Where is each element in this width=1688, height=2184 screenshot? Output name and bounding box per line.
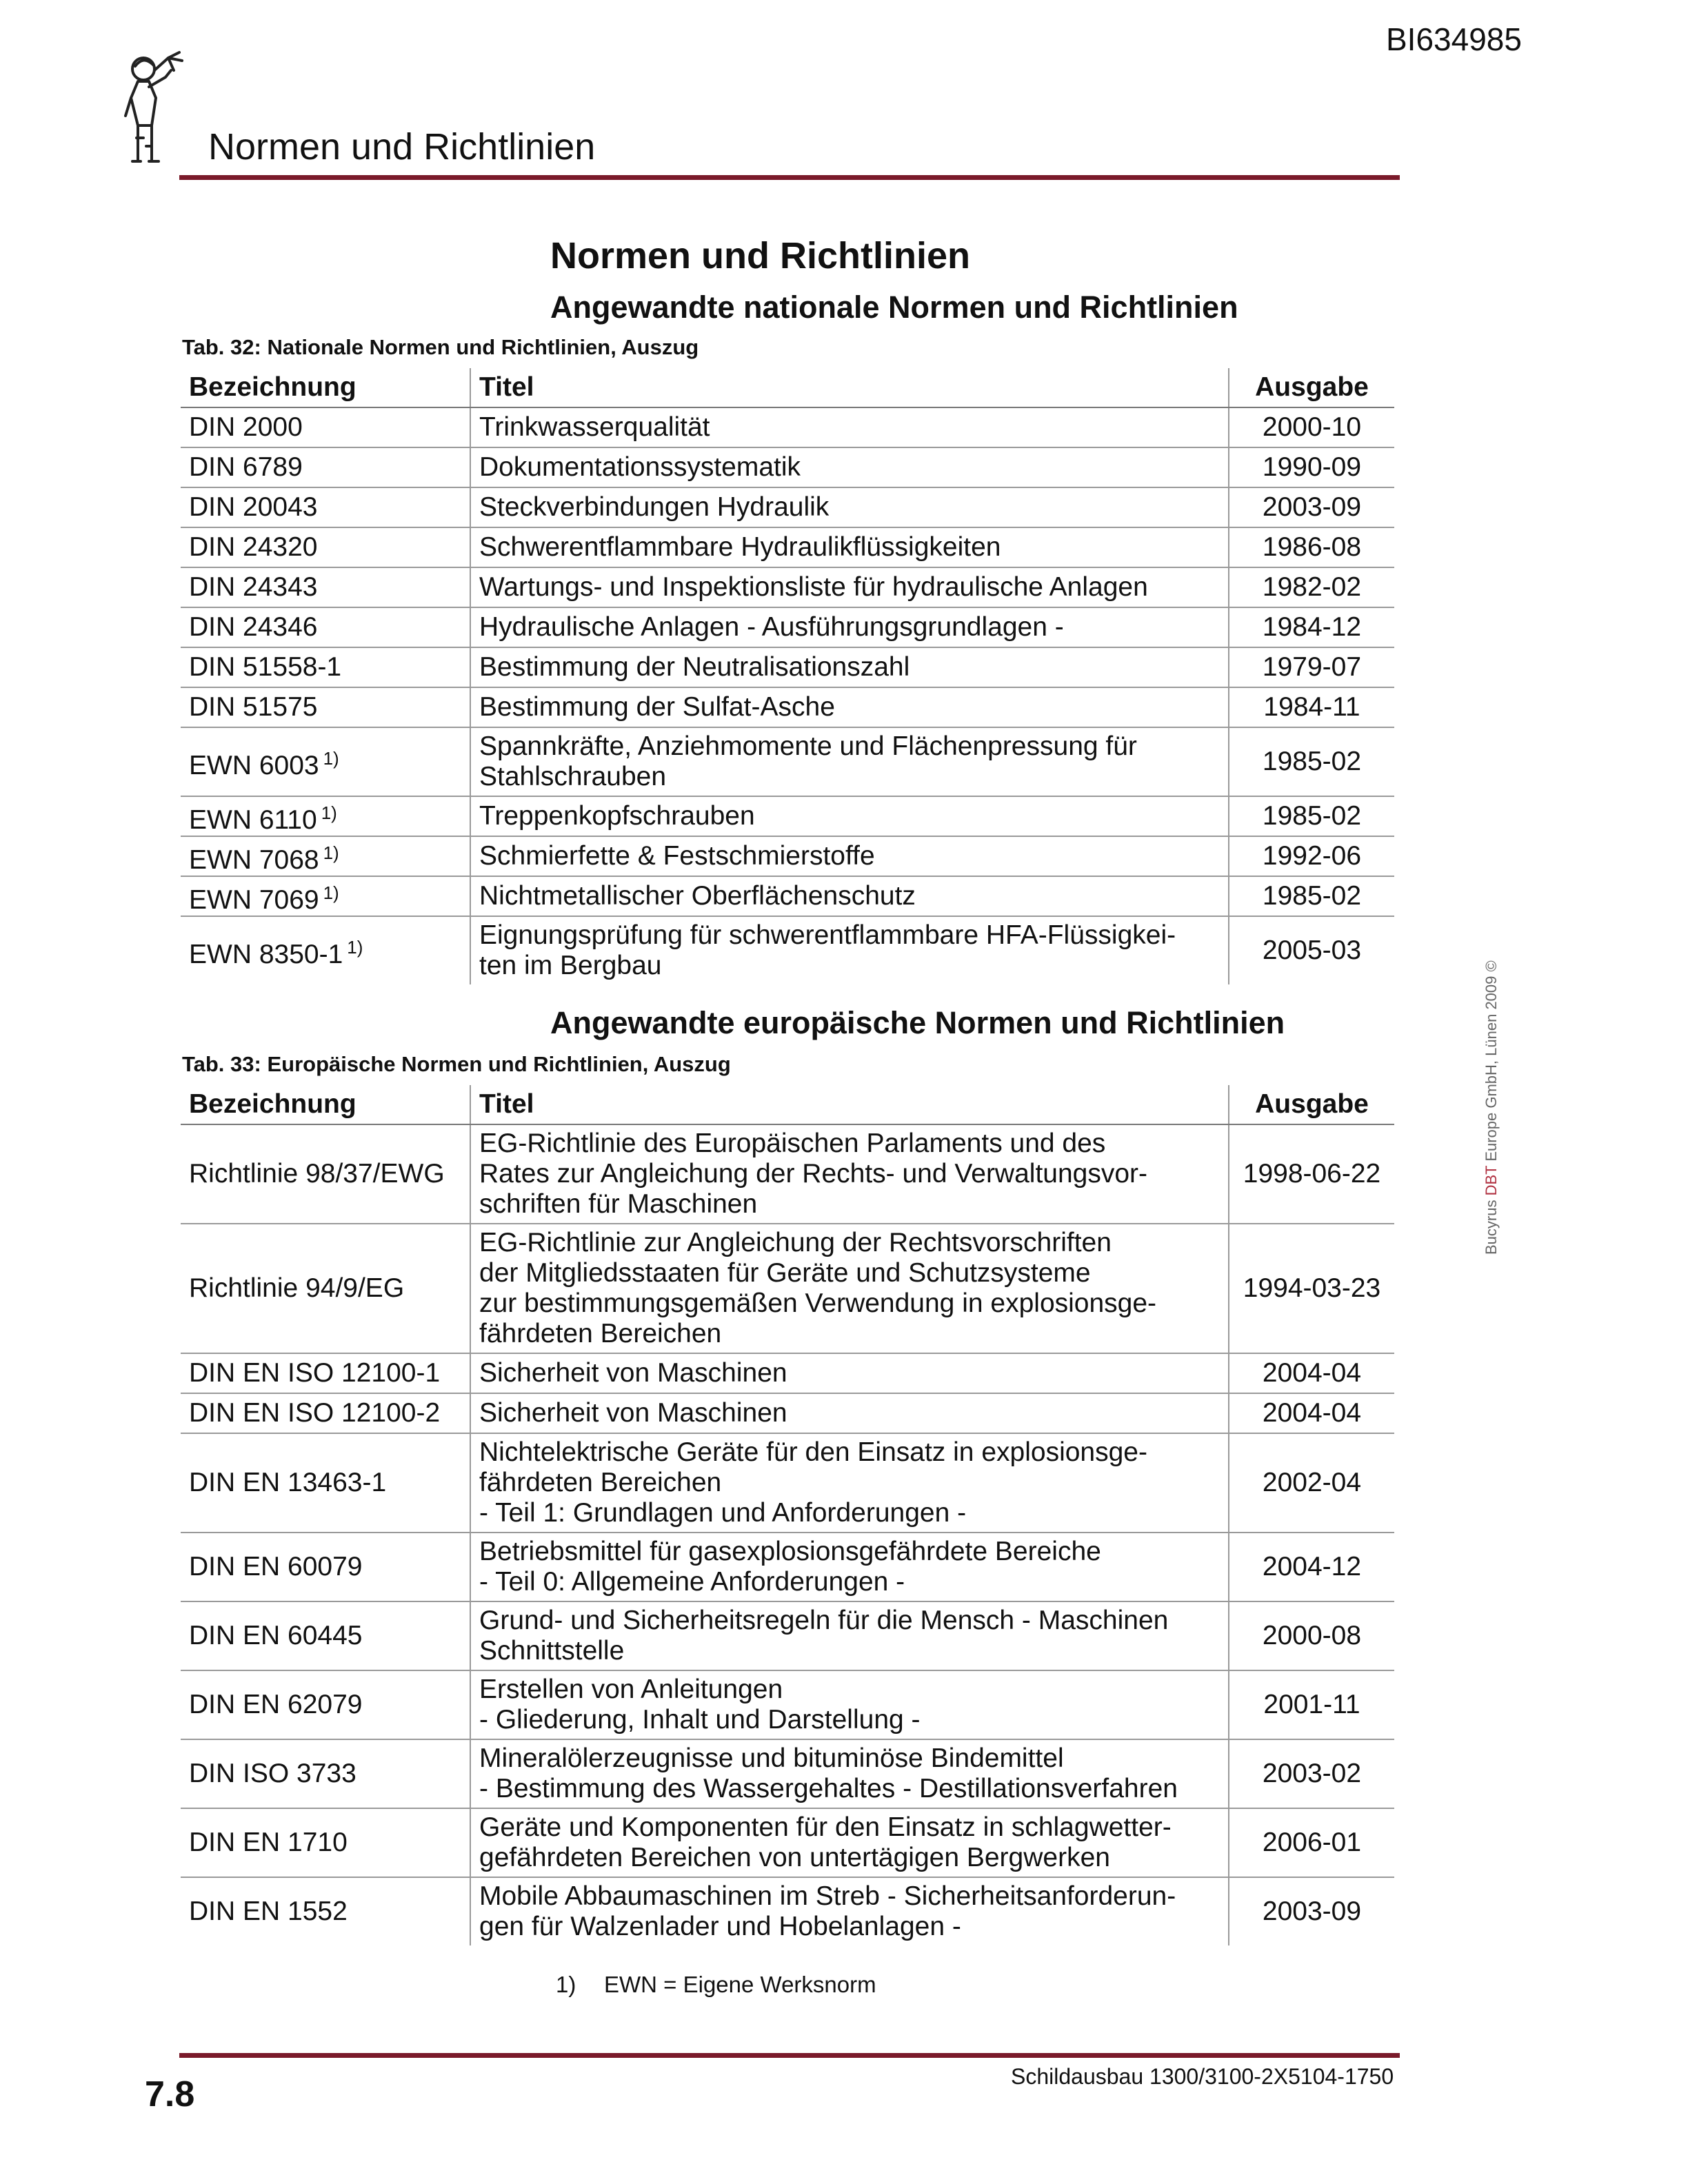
document-reference: Schildausbau 1300/3100-2X5104-1750: [1011, 2064, 1394, 2089]
title-line: Schmierfette & Festschmierstoffe: [479, 841, 875, 871]
footnote: [556, 1972, 876, 1998]
title-line: - Bestimmung des Wassergehaltes - Destillationsverfahren: [479, 1774, 1178, 1803]
title-line: Eignungsprüfung für schwerentflammbare HFA-Flüssigkei-: [479, 920, 1176, 950]
cell-titel: [470, 447, 1229, 487]
cell-titel: [470, 796, 1229, 836]
cell-bezeichnung: [181, 796, 470, 836]
title-line: schriften für Maschinen: [479, 1189, 758, 1219]
norm-designation: DIN EN 62079: [189, 1690, 363, 1719]
cell-ausgabe: 1992-06: [1229, 836, 1394, 876]
title-line: fährdeten Bereichen: [479, 1468, 722, 1497]
norm-designation: DIN EN 1552: [189, 1897, 348, 1926]
title-line: gefährdeten Bereichen von untertägigen Bergwerken: [479, 1843, 1110, 1872]
cell-titel: [470, 1433, 1229, 1533]
column-header-titel: Titel: [470, 368, 1229, 407]
cell-ausgabe: 2004-12: [1229, 1533, 1394, 1601]
norm-designation: Richtlinie 98/37/EWG: [189, 1159, 445, 1189]
cell-titel: [470, 1877, 1229, 1945]
cell-titel: [470, 1670, 1229, 1739]
table-row: [181, 567, 1394, 607]
table-row: [181, 1739, 1394, 1808]
cell-titel: [470, 1353, 1229, 1393]
cell-titel: [470, 836, 1229, 876]
table-european-norms: [181, 1085, 1394, 1945]
norm-designation: EWN 8350-1: [189, 939, 343, 969]
title-line: EG-Richtlinie zur Angleichung der Rechtsvorschriften: [479, 1228, 1112, 1257]
norm-designation: DIN EN 1710: [189, 1828, 348, 1857]
table-row: [181, 1808, 1394, 1877]
norm-designation: EWN 7069: [189, 884, 319, 915]
title-line: Rates zur Angleichung der Rechts- und Verwaltungsvor-: [479, 1159, 1148, 1189]
cell-titel: [470, 876, 1229, 916]
title-line: Schwerentflammbare Hydraulikflüssigkeiten: [479, 532, 1001, 562]
cell-bezeichnung: [181, 447, 470, 487]
title-line: - Gliederung, Inhalt und Darstellung -: [479, 1705, 921, 1735]
title-line: Trinkwasserqualität: [479, 412, 710, 442]
worker-figure-icon: [110, 50, 207, 174]
cell-bezeichnung: [181, 1353, 470, 1393]
table-row: [181, 1433, 1394, 1533]
table-row: [181, 836, 1394, 876]
cell-titel: [470, 567, 1229, 607]
cell-bezeichnung: [181, 1739, 470, 1808]
title-line: Nichtmetallischer Oberflächenschutz: [479, 881, 916, 911]
table-row: [181, 727, 1394, 796]
cell-titel: [470, 1808, 1229, 1877]
column-header-ausgabe: Ausgabe: [1229, 1085, 1394, 1124]
cell-ausgabe: 1990-09: [1229, 447, 1394, 487]
title-line: Nichtelektrische Geräte für den Einsatz in explosionsge-: [479, 1437, 1147, 1467]
cell-titel: [470, 647, 1229, 687]
cell-ausgabe: 2003-02: [1229, 1739, 1394, 1808]
title-line: Treppenkopfschrauben: [479, 801, 755, 831]
cell-ausgabe: 1985-02: [1229, 727, 1394, 796]
title-line: Betriebsmittel für gasexplosionsgefährdete Bereiche: [479, 1537, 1101, 1566]
copyright-suffix: Europe GmbH, Lünen 2009 ©: [1483, 960, 1500, 1166]
title-line: der Mitgliedsstaaten für Geräte und Schutzsysteme: [479, 1258, 1091, 1288]
norm-designation: DIN 51558-1: [189, 652, 342, 682]
table-row: [181, 876, 1394, 916]
cell-ausgabe: 2004-04: [1229, 1393, 1394, 1433]
footnote-text: EWN = Eigene Werksnorm: [604, 1972, 876, 1997]
norm-designation: DIN 20043: [189, 492, 318, 522]
footnote-marker: 1): [323, 747, 339, 769]
table-row: [181, 1124, 1394, 1224]
cell-titel: [470, 527, 1229, 567]
title-line: Mobile Abbaumaschinen im Streb - Sicherheitsanforderun-: [479, 1881, 1176, 1911]
title-line: gen für Walzenlader und Hobelanlagen -: [479, 1912, 961, 1941]
cell-ausgabe: 1984-11: [1229, 687, 1394, 727]
table-row: [181, 796, 1394, 836]
table-row: [181, 1533, 1394, 1601]
cell-titel: [470, 916, 1229, 984]
norm-designation: DIN EN ISO 12100-2: [189, 1398, 441, 1428]
cell-ausgabe: 2004-04: [1229, 1353, 1394, 1393]
cell-ausgabe: 2003-09: [1229, 1877, 1394, 1945]
title-line: Erstellen von Anleitungen: [479, 1675, 783, 1704]
page-number: 7.8: [145, 2074, 195, 2114]
title-line: fährdeten Bereichen: [479, 1319, 722, 1348]
column-header-ausgabe: Ausgabe: [1229, 368, 1394, 407]
table-row: [181, 447, 1394, 487]
cell-ausgabe: 2006-01: [1229, 1808, 1394, 1877]
cell-ausgabe: 1994-03-23: [1229, 1224, 1394, 1353]
title-line: Schnittstelle: [479, 1636, 625, 1666]
cell-titel: [470, 607, 1229, 647]
cell-ausgabe: 1998-06-22: [1243, 1159, 1381, 1189]
cell-bezeichnung: [181, 1224, 470, 1353]
cell-ausgabe: 2000-10: [1262, 412, 1362, 442]
cell-ausgabe: 1985-02: [1229, 796, 1394, 836]
table-row: [181, 607, 1394, 647]
cell-titel: [470, 1601, 1229, 1670]
cell-ausgabe: 2001-11: [1229, 1670, 1394, 1739]
title-line: Sicherheit von Maschinen: [479, 1398, 787, 1428]
cell-ausgabe: 2000-08: [1229, 1601, 1394, 1670]
cell-bezeichnung: [181, 1877, 470, 1945]
cell-titel: [470, 1393, 1229, 1433]
cell-bezeichnung: [181, 1808, 470, 1877]
column-header-bezeichnung: Bezeichnung: [181, 1085, 470, 1124]
table-row: [181, 407, 1394, 447]
table-row: [181, 687, 1394, 727]
table-row: [181, 916, 1394, 984]
footnote-number: 1): [556, 1972, 576, 1997]
table-caption-national: Tab. 32: Nationale Normen und Richtlinien, Auszug: [182, 335, 699, 359]
cell-ausgabe: 1984-12: [1229, 607, 1394, 647]
cell-ausgabe: 2002-04: [1229, 1433, 1394, 1533]
cell-ausgabe: 1986-08: [1229, 527, 1394, 567]
table-row: [181, 1601, 1394, 1670]
title-line: - Teil 0: Allgemeine Anforderungen -: [479, 1567, 905, 1597]
title-line: Bestimmung der Sulfat-Asche: [479, 692, 835, 722]
norm-designation: EWN 6110: [189, 805, 317, 835]
header-title: Normen und Richtlinien: [208, 126, 596, 168]
footnote-marker: 1): [321, 802, 337, 823]
cell-ausgabe: 1979-07: [1229, 647, 1394, 687]
title-line: EG-Richtlinie des Europäischen Parlaments und des: [479, 1129, 1106, 1158]
header-rule: [179, 175, 1400, 180]
cell-bezeichnung: [181, 687, 470, 727]
footer-rule: [179, 2053, 1400, 2058]
title-line: Spannkräfte, Anziehmomente und Flächenpressung für: [479, 731, 1137, 761]
copyright-accent: DBT: [1483, 1165, 1500, 1196]
table-row: [181, 1224, 1394, 1353]
cell-bezeichnung: [181, 1433, 470, 1533]
norm-designation: EWN 6003: [189, 750, 319, 780]
table-row: [181, 1670, 1394, 1739]
title-line: Grund- und Sicherheitsregeln für die Mensch - Maschinen: [479, 1606, 1169, 1635]
cell-titel: [470, 1124, 1229, 1224]
title-line: Bestimmung der Neutralisationszahl: [479, 652, 910, 682]
cell-titel: [470, 1739, 1229, 1808]
table-caption-european: Tab. 33: Europäische Normen und Richtlinien, Auszug: [182, 1052, 731, 1076]
table-national-norms: [181, 368, 1394, 984]
norm-designation: DIN EN 60445: [189, 1621, 363, 1650]
cell-ausgabe: 2005-03: [1229, 916, 1394, 984]
title-line: Steckverbindungen Hydraulik: [479, 492, 830, 522]
norm-designation: EWN 7068: [189, 845, 319, 875]
table-row: [181, 647, 1394, 687]
table-row: [181, 1353, 1394, 1393]
footnote-marker: 1): [347, 936, 363, 958]
title-line: Dokumentationssystematik: [479, 452, 801, 482]
cell-bezeichnung: [181, 836, 470, 876]
cell-titel: [470, 1533, 1229, 1601]
norm-designation: DIN ISO 3733: [189, 1759, 356, 1788]
table-row: [181, 527, 1394, 567]
cell-titel: [470, 487, 1229, 527]
page-heading: Normen und Richtlinien: [550, 235, 971, 276]
cell-bezeichnung: [181, 1670, 470, 1739]
title-line: Stahlschrauben: [479, 762, 667, 791]
column-header-titel: Titel: [470, 1085, 1229, 1124]
footnote-marker: 1): [323, 882, 339, 903]
section-heading-national: Angewandte nationale Normen und Richtlinien: [550, 290, 1238, 325]
title-line: zur bestimmungsgemäßen Verwendung in explosionsge-: [479, 1288, 1157, 1318]
cell-titel: [470, 727, 1229, 796]
cell-bezeichnung: [181, 727, 470, 796]
cell-bezeichnung: [181, 1124, 470, 1224]
table-row: [181, 487, 1394, 527]
cell-titel: [470, 407, 1229, 447]
norm-designation: DIN 24343: [189, 572, 318, 602]
cell-bezeichnung: [181, 916, 470, 984]
document-id: BI634985: [1386, 21, 1522, 57]
title-line: Wartungs- und Inspektionsliste für hydraulische Anlagen: [479, 572, 1148, 602]
cell-ausgabe: 1985-02: [1229, 876, 1394, 916]
norm-designation: DIN 24320: [189, 532, 318, 562]
norm-designation: DIN 24346: [189, 612, 318, 642]
cell-titel: [470, 1224, 1229, 1353]
title-line: - Teil 1: Grundlagen und Anforderungen -: [479, 1498, 967, 1528]
norm-designation: DIN EN 13463-1: [189, 1468, 387, 1497]
norm-designation: Richtlinie 94/9/EG: [189, 1273, 405, 1303]
cell-bezeichnung: [181, 407, 470, 447]
cell-bezeichnung: [181, 527, 470, 567]
norm-designation: DIN 6789: [189, 452, 303, 482]
section-heading-european: Angewandte europäische Normen und Richtlinien: [550, 1005, 1285, 1040]
cell-bezeichnung: [181, 1533, 470, 1601]
norm-designation: DIN 2000: [189, 412, 303, 442]
cell-bezeichnung: [181, 487, 470, 527]
footnote-marker: 1): [323, 842, 339, 863]
cell-bezeichnung: [181, 1601, 470, 1670]
copyright-prefix: Bucyrus: [1483, 1195, 1500, 1255]
cell-bezeichnung: [181, 607, 470, 647]
title-line: Mineralölerzeugnisse und bituminöse Bindemittel: [479, 1743, 1064, 1773]
column-header-bezeichnung: Bezeichnung: [181, 368, 470, 407]
copyright-notice: [1483, 960, 1500, 1255]
title-line: ten im Bergbau: [479, 951, 662, 980]
title-line: Sicherheit von Maschinen: [479, 1358, 787, 1388]
cell-bezeichnung: [181, 1393, 470, 1433]
title-line: Hydraulische Anlagen - Ausführungsgrundlagen -: [479, 612, 1064, 642]
cell-titel: [470, 687, 1229, 727]
cell-bezeichnung: [181, 567, 470, 607]
title-line: Geräte und Komponenten für den Einsatz in schlagwetter-: [479, 1812, 1172, 1842]
norm-designation: DIN EN 60079: [189, 1552, 363, 1581]
cell-bezeichnung: [181, 876, 470, 916]
norm-designation: DIN 51575: [189, 692, 318, 722]
table-row: [181, 1877, 1394, 1945]
cell-ausgabe: 1982-02: [1229, 567, 1394, 607]
norm-designation: DIN EN ISO 12100-1: [189, 1358, 441, 1388]
cell-ausgabe: 2003-09: [1229, 487, 1394, 527]
table-row: [181, 1393, 1394, 1433]
cell-bezeichnung: [181, 647, 470, 687]
